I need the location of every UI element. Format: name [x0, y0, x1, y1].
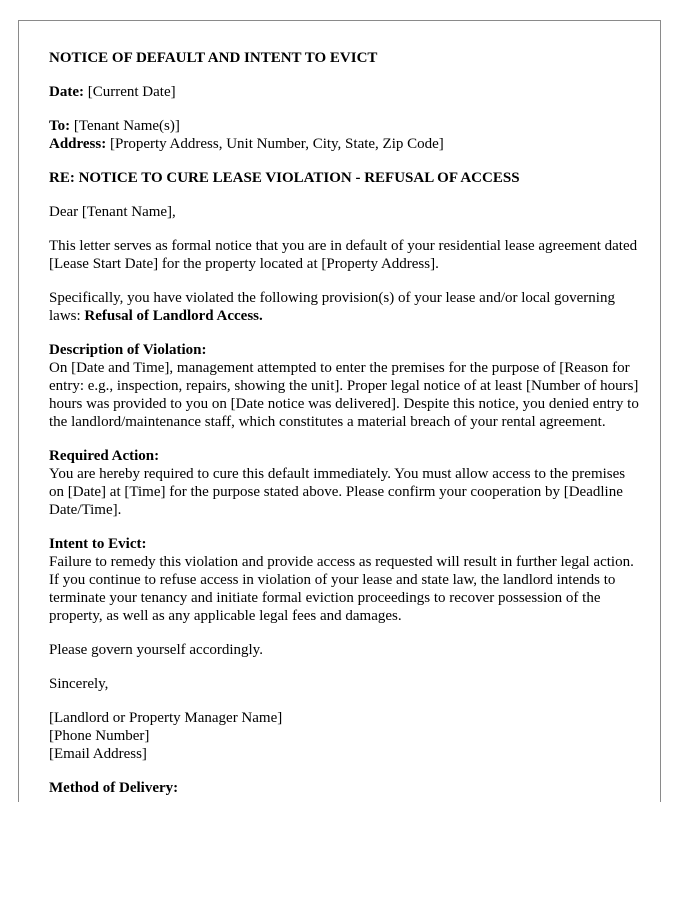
salutation: Dear [Tenant Name],	[49, 204, 176, 220]
date-value: [Current Date]	[83, 84, 176, 100]
violation-heading: Description of Violation:	[49, 342, 207, 358]
address-label: Address:	[49, 136, 107, 152]
letter-page	[18, 20, 661, 802]
to-line	[49, 117, 639, 135]
signer-name: [Landlord or Property Manager Name]	[49, 710, 283, 726]
evict-heading: Intent to Evict:	[49, 536, 147, 552]
to-value: [Tenant Name(s)]	[70, 118, 180, 134]
signer-email: [Email Address]	[49, 746, 147, 762]
violation-text: On [Date and Time], management attempted to enter the premises for the purpose of [Reason for entry: e.g., inspection, repairs, showing the unit]. Proper legal notice of at least [Number of hours] hours was provided to you on [Date notice was delivered]. Despite this notice, you denied entry to the landlord/maintenance staff, which constitutes a material breach of your rental agreement.	[49, 360, 639, 430]
letter-body	[49, 49, 639, 802]
provision-text: Specifically, you have violated the following provision(s) of your lease and/or local governing laws:	[49, 290, 615, 324]
action-heading: Required Action:	[49, 448, 160, 464]
closing-line: Sincerely,	[49, 676, 109, 692]
letter-title: NOTICE OF DEFAULT AND INTENT TO EVICT	[49, 50, 378, 66]
address-value: [Property Address, Unit Number, City, State, Zip Code]	[106, 136, 444, 152]
re-line: RE: NOTICE TO CURE LEASE VIOLATION - REFUSAL OF ACCESS	[49, 170, 520, 186]
address-line	[49, 135, 639, 153]
action-text: You are hereby required to cure this default immediately. You must allow access to the premises on [Date] at [Time] for the purpose stated above. Please confirm your cooperation by [Deadline Date/Time].	[49, 466, 626, 518]
action-section	[49, 447, 639, 519]
intro-paragraph: This letter serves as formal notice that you are in default of your residential lease agreement dated [Lease Start Date] for the property located at [Property Address].	[49, 238, 638, 272]
signer-phone: [Phone Number]	[49, 728, 150, 744]
recipient-block	[49, 117, 639, 153]
evict-section	[49, 535, 639, 625]
date-label: Date:	[49, 84, 84, 100]
govern-line: Please govern yourself accordingly.	[49, 642, 263, 658]
signature-block	[49, 709, 639, 763]
date-line	[49, 83, 639, 101]
to-label: To:	[49, 118, 71, 134]
delivery-heading: Method of Delivery:	[49, 780, 179, 796]
violation-section	[49, 341, 639, 431]
evict-text: Failure to remedy this violation and provide access as requested will result in further legal action. If you continue to refuse access in violation of your lease and state law, the landlord intends to terminate your tenancy and initiate formal eviction proceedings to recover possession of the property, as well as any applicable legal fees and damages.	[49, 554, 634, 624]
violation-provision-paragraph	[49, 289, 639, 325]
provision-bold: Refusal of Landlord Access.	[84, 308, 263, 324]
